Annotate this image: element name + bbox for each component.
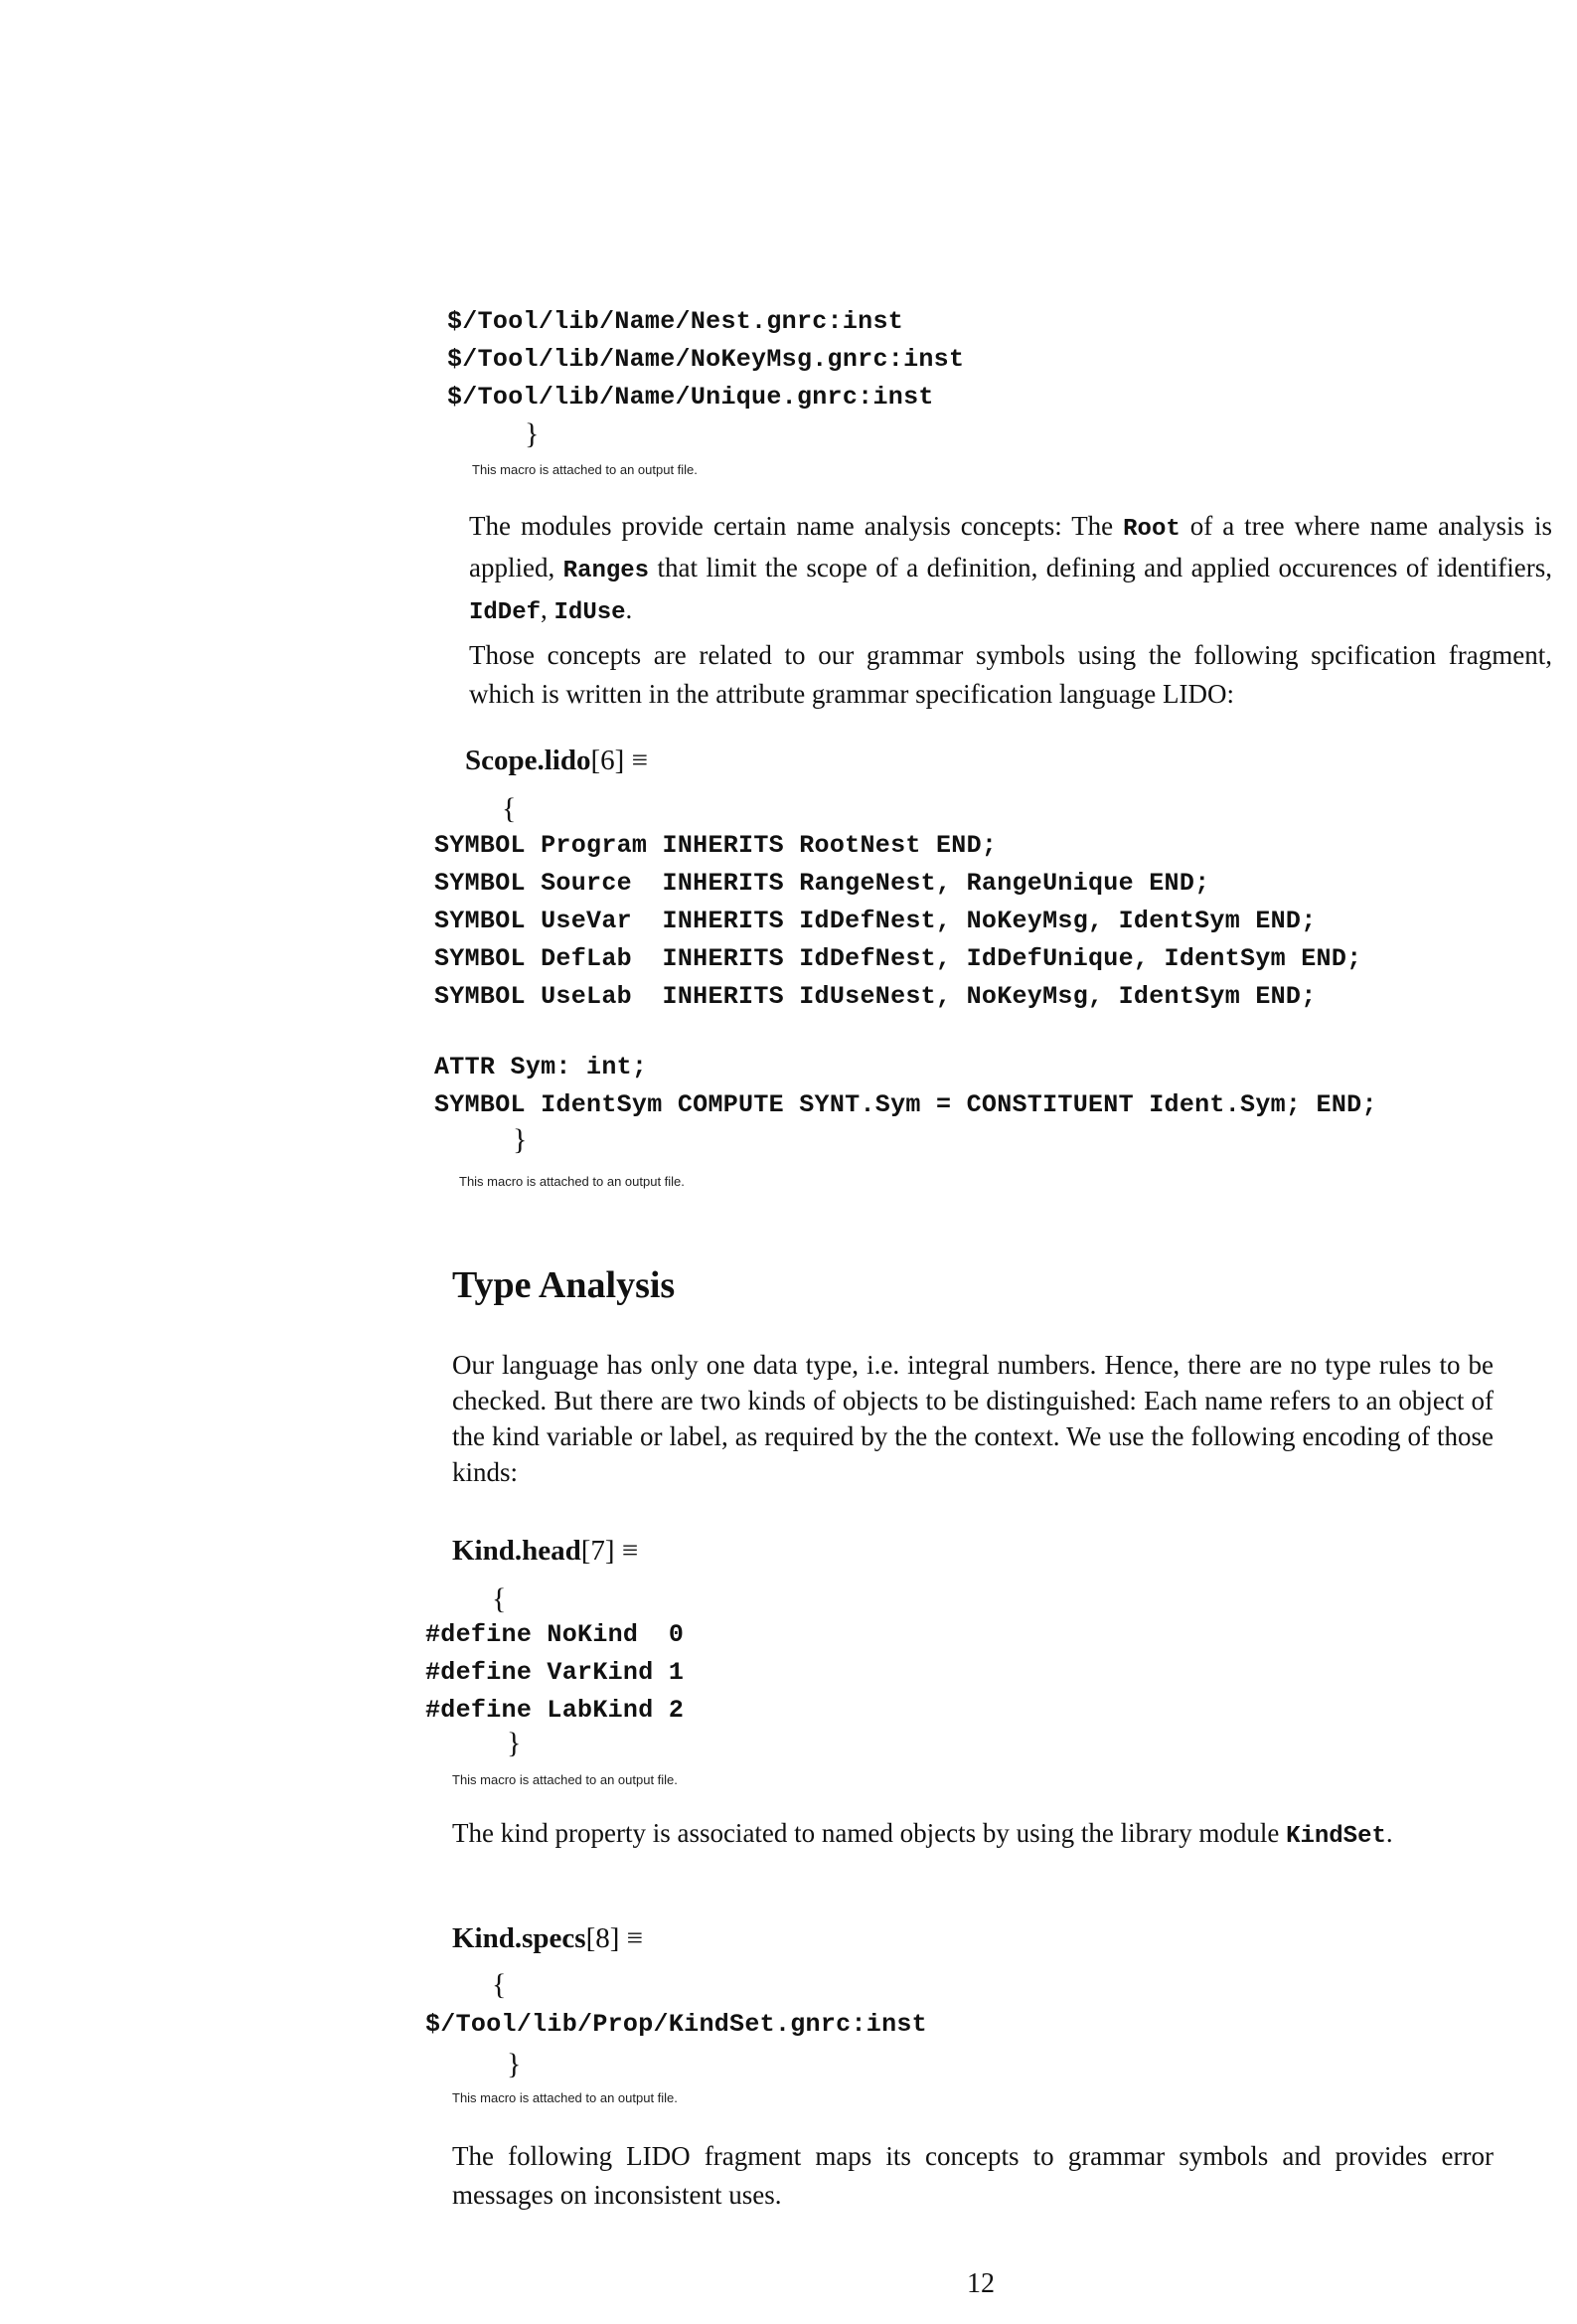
macro-number: [6]: [590, 745, 625, 776]
text: The modules provide certain name analysis concepts: The: [469, 511, 1124, 541]
close-brace: }: [507, 1727, 522, 1759]
module-list: [447, 303, 964, 416]
open-brace: {: [492, 1968, 507, 2001]
close-brace: }: [513, 1123, 528, 1156]
equiv-symbol: ≡: [614, 1535, 639, 1567]
macro-note: This macro is attached to an output file.: [452, 1772, 678, 1787]
equiv-symbol: ≡: [624, 745, 648, 776]
kindset-code: [425, 2006, 927, 2044]
text: .: [1385, 1818, 1393, 1848]
macro-title-kind-specs: [452, 1918, 643, 1958]
code-line: SYMBOL Program INHERITS RootNest END;: [434, 831, 998, 860]
text: that limit the scope of a definition, defining and applied occurences of identifiers,: [649, 553, 1552, 582]
code-line: $/Tool/lib/Name/Unique.gnrc:inst: [447, 383, 934, 412]
keyword: KindSet: [1286, 1823, 1386, 1850]
page-number: 12: [967, 2268, 995, 2299]
text: of a tree where name analysis is applied,: [469, 511, 1552, 582]
lido-code: [434, 827, 1361, 1016]
open-brace: {: [502, 792, 517, 825]
code-line: #define LabKind 2: [425, 1696, 685, 1725]
close-brace: }: [507, 2048, 522, 2080]
macro-number: [8]: [585, 1922, 620, 1954]
macro-name: Scope.lido: [465, 745, 591, 776]
text: The kind property is associated to named objects by using the library module: [452, 1818, 1287, 1848]
paragraph-kindset: [452, 1814, 1494, 1856]
define-code: [425, 1616, 684, 1730]
text: ,: [541, 594, 554, 624]
code-line: SYMBOL UseLab INHERITS IdUseNest, NoKeyMsg, IdentSym END;: [434, 982, 1317, 1011]
code-line: $/Tool/lib/Name/Nest.gnrc:inst: [447, 307, 904, 336]
code-line: #define NoKind 0: [425, 1620, 685, 1649]
macro-title-scope: [465, 741, 648, 780]
text: .: [625, 594, 633, 624]
keyword: IdDef: [469, 599, 542, 626]
paragraph-name-analysis: [469, 507, 1552, 632]
code-line: SYMBOL UseVar INHERITS IdDefNest, NoKeyMsg, IdentSym END;: [434, 907, 1317, 935]
macro-number: [7]: [580, 1535, 615, 1567]
code-line: SYMBOL DefLab INHERITS IdDefNest, IdDefUnique, IdentSym END;: [434, 944, 1362, 973]
code-line: SYMBOL Source INHERITS RangeNest, RangeUnique END;: [434, 869, 1210, 898]
section-heading: Type Analysis: [452, 1264, 676, 1306]
macro-name: Kind.specs: [452, 1922, 586, 1954]
paragraph-type-analysis: Our language has only one data type, i.e. integral numbers. Hence, there are no type rules to be checked. But there are two kinds of objects to be distinguished: Each name refers to an object of the kind variable or label, as required by the the context. We use the following encoding of those kinds:: [452, 1350, 1494, 1487]
macro-note: This macro is attached to an output file.: [459, 1174, 685, 1189]
paragraph-lido-fragment: The following LIDO fragment maps its concepts to grammar symbols and provides error messages on inconsistent uses.: [452, 2141, 1494, 2210]
code-line: SYMBOL IdentSym COMPUTE SYNT.Sym = CONSTITUENT Ident.Sym; END;: [434, 1090, 1377, 1119]
equiv-symbol: ≡: [619, 1922, 644, 1954]
macro-note: This macro is attached to an output file.: [472, 462, 698, 477]
code-line: ATTR Sym: int;: [434, 1053, 648, 1081]
keyword: Root: [1123, 516, 1181, 543]
keyword: IdUse: [553, 599, 626, 626]
close-brace: }: [525, 417, 540, 450]
keyword: Ranges: [562, 558, 650, 584]
code-line: $/Tool/lib/Name/NoKeyMsg.gnrc:inst: [447, 345, 965, 374]
open-brace: {: [492, 1582, 507, 1615]
macro-note: This macro is attached to an output file.: [452, 2090, 678, 2105]
code-line: $/Tool/lib/Prop/KindSet.gnrc:inst: [425, 2010, 927, 2039]
lido-code-attr: [434, 1049, 1377, 1124]
paragraph-concepts: Those concepts are related to our grammar symbols using the following spcification fragment, which is written in the attribute grammar specification language LIDO:: [469, 640, 1552, 709]
code-line: #define VarKind 1: [425, 1658, 685, 1687]
macro-title-kind-head: [452, 1531, 638, 1571]
macro-name: Kind.head: [452, 1535, 581, 1567]
